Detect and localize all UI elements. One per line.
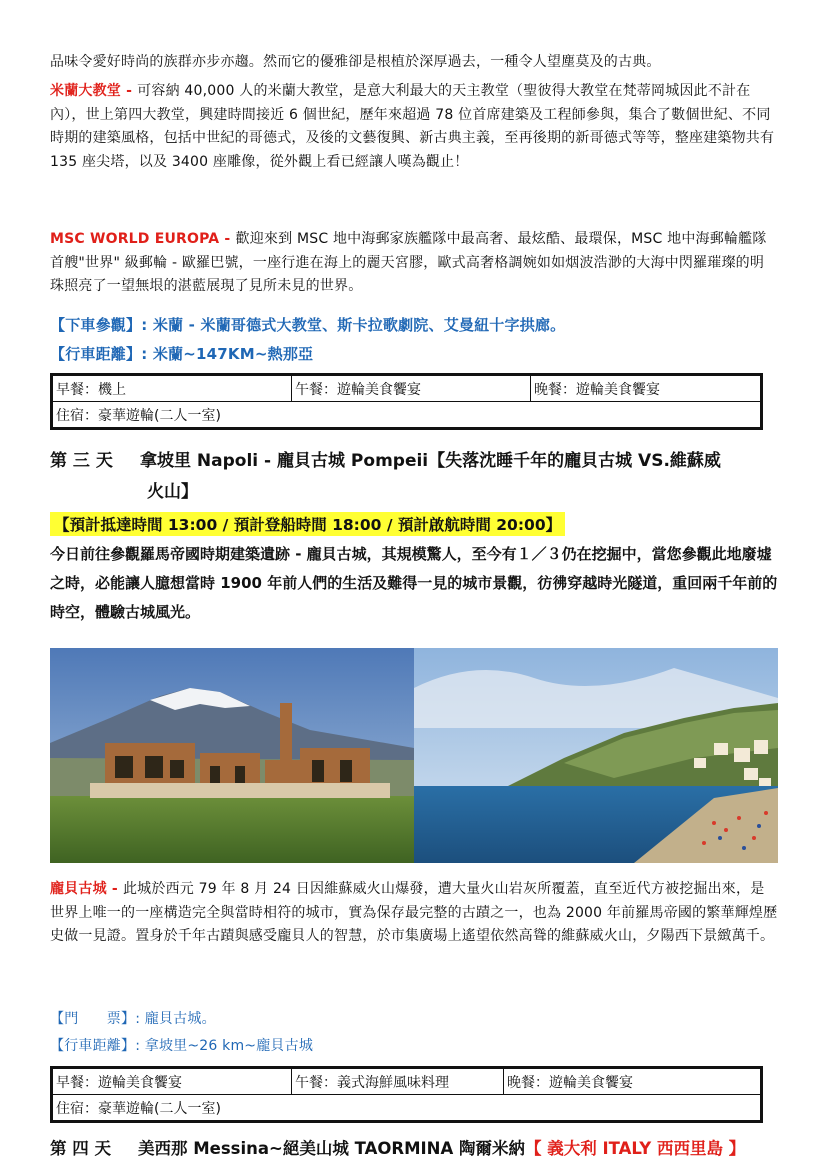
day3-label: 第 三 天 (50, 451, 113, 471)
lunch-cell: 午餐：遊輪美食饗宴 (292, 375, 531, 402)
msc-text: 歡迎來到 MSC 地中海郵家族艦隊中最高奢、最炫酷、最環保，MSC 地中海郵輪艦隊首艘"世界" 級郵輪 - 歐羅巴號，一座行進在海上的麗天宮膠，歐式高奢格調婉如如烟波浩渺的大海中閃羅璀璨的明珠照亮了一望無垠的湛藍展現了見所未見的世界。 (50, 231, 767, 294)
milan-paragraph (50, 80, 778, 174)
hotel-cell: 住宿：豪華遊輪(二人一室) (52, 402, 762, 429)
dinner-cell: 晚餐：遊輪美食饗宴 (504, 1068, 762, 1095)
day2-distance: 【行車距離】: 米蘭~147KM~熱那亞 (50, 345, 314, 363)
day2-visit: 【下車參觀】: 米蘭 - 米蘭哥德式大教堂、斯卡拉歌劇院、艾曼紐十字拱廊。 (50, 316, 566, 334)
lunch-cell: 午餐：義式海鮮風味料理 (292, 1068, 504, 1095)
milan-title: 米蘭大教堂 - (50, 83, 138, 99)
day2-meal-table (50, 373, 763, 430)
day3-meal-table (50, 1066, 763, 1123)
breakfast-cell: 早餐：遊輪美食饗宴 (52, 1068, 292, 1095)
day3-intro: 今日前往參觀羅馬帝國時期建築遺跡 - 龐貝古城，其規模驚人，至今有１／３仍在挖掘中，當您參觀此地廢墟之時，必能讓人臆想當時 1900 年前人們的生活及難得一見的城市景觀，彷彿穿越時光隧道，重回兩千年前的時空，體驗古城風光。 (50, 545, 778, 621)
photo-strip (50, 648, 778, 863)
day3-ticket: 【門 票】: 龐貝古城。 (50, 1011, 216, 1027)
intro-line: 品味令愛好時尚的族群亦步亦趨。然而它的優雅卻是根植於深厚過去，一種令人望塵莫及的古典。 (50, 54, 661, 70)
day3-schedule-wrap (50, 512, 565, 536)
pompeii-title: 龐貝古城 - (50, 881, 123, 897)
dinner-cell: 晚餐：遊輪美食饗宴 (531, 375, 762, 402)
msc-title: MSC WORLD EUROPA - (50, 231, 236, 247)
msc-paragraph (50, 228, 778, 299)
day4-label: 第 四 天 (50, 1139, 111, 1158)
pompeii-ruins-photo (50, 648, 414, 863)
day4-tag: 【 義大利 ITALY 西西里島 】 (524, 1139, 746, 1158)
breakfast-cell: 早餐：機上 (52, 375, 292, 402)
amalfi-coast-photo (414, 648, 778, 863)
pompeii-text: 此城於西元 79 年 8 月 24 日因維蘇威火山爆發，遭大量火山岩灰所覆蓋，直至近代方被挖掘出來，是世界上唯一的一座構造完全與當時相符的城市，實為保存最完整的古蹟之一，也為 2000 年前羅馬帝國的繁華輝煌歷史做一見證。置身於千年古蹟與感受龐貝人的智慧，於市集廣場上遙望依然高聳的維蘇威火山，夕陽西下景緻萬千。 (50, 881, 778, 944)
day3-distance: 【行車距離】: 拿坡里~26 km~龐貝古城 (50, 1038, 314, 1054)
day4-heading (50, 1133, 785, 1164)
day4-title: 美西那 Messina~絕美山城 TAORMINA 陶爾米納 (138, 1139, 525, 1158)
day3-title-line1: 拿坡里 Napoli - 龐貝古城 Pompeii【失落沈睡千年的龐貝古城 VS.維蘇威 (140, 451, 721, 471)
day3-schedule: 【預計抵達時間 13:00 / 預計登船時間 18:00 / 預計啟航時間 20:00】 (50, 512, 565, 536)
milan-text: 可容納 40,000 人的米蘭大教堂，是意大利最大的天主教堂（聖彼得大教堂在梵蒂岡城因此不計在內），世上第四大教堂，興建時間接近 6 個世紀，歷年來超過 78 位首席建築及工程師參與，集合了數個世紀、不同時期的建築風格，包括中世紀的哥德式，及後的文藝復興、新古典主義，至再後期的新哥德式等等，整座建築物共有 135 座尖塔，以及 3400 座雕像，從外觀上看已經讓人嘆為觀止！ (50, 83, 775, 170)
pompeii-paragraph (50, 878, 778, 949)
hotel-cell: 住宿：豪華遊輪(二人一室) (52, 1095, 762, 1122)
day3-title-line2: 火山】 (147, 482, 198, 502)
day3-heading (50, 446, 780, 508)
